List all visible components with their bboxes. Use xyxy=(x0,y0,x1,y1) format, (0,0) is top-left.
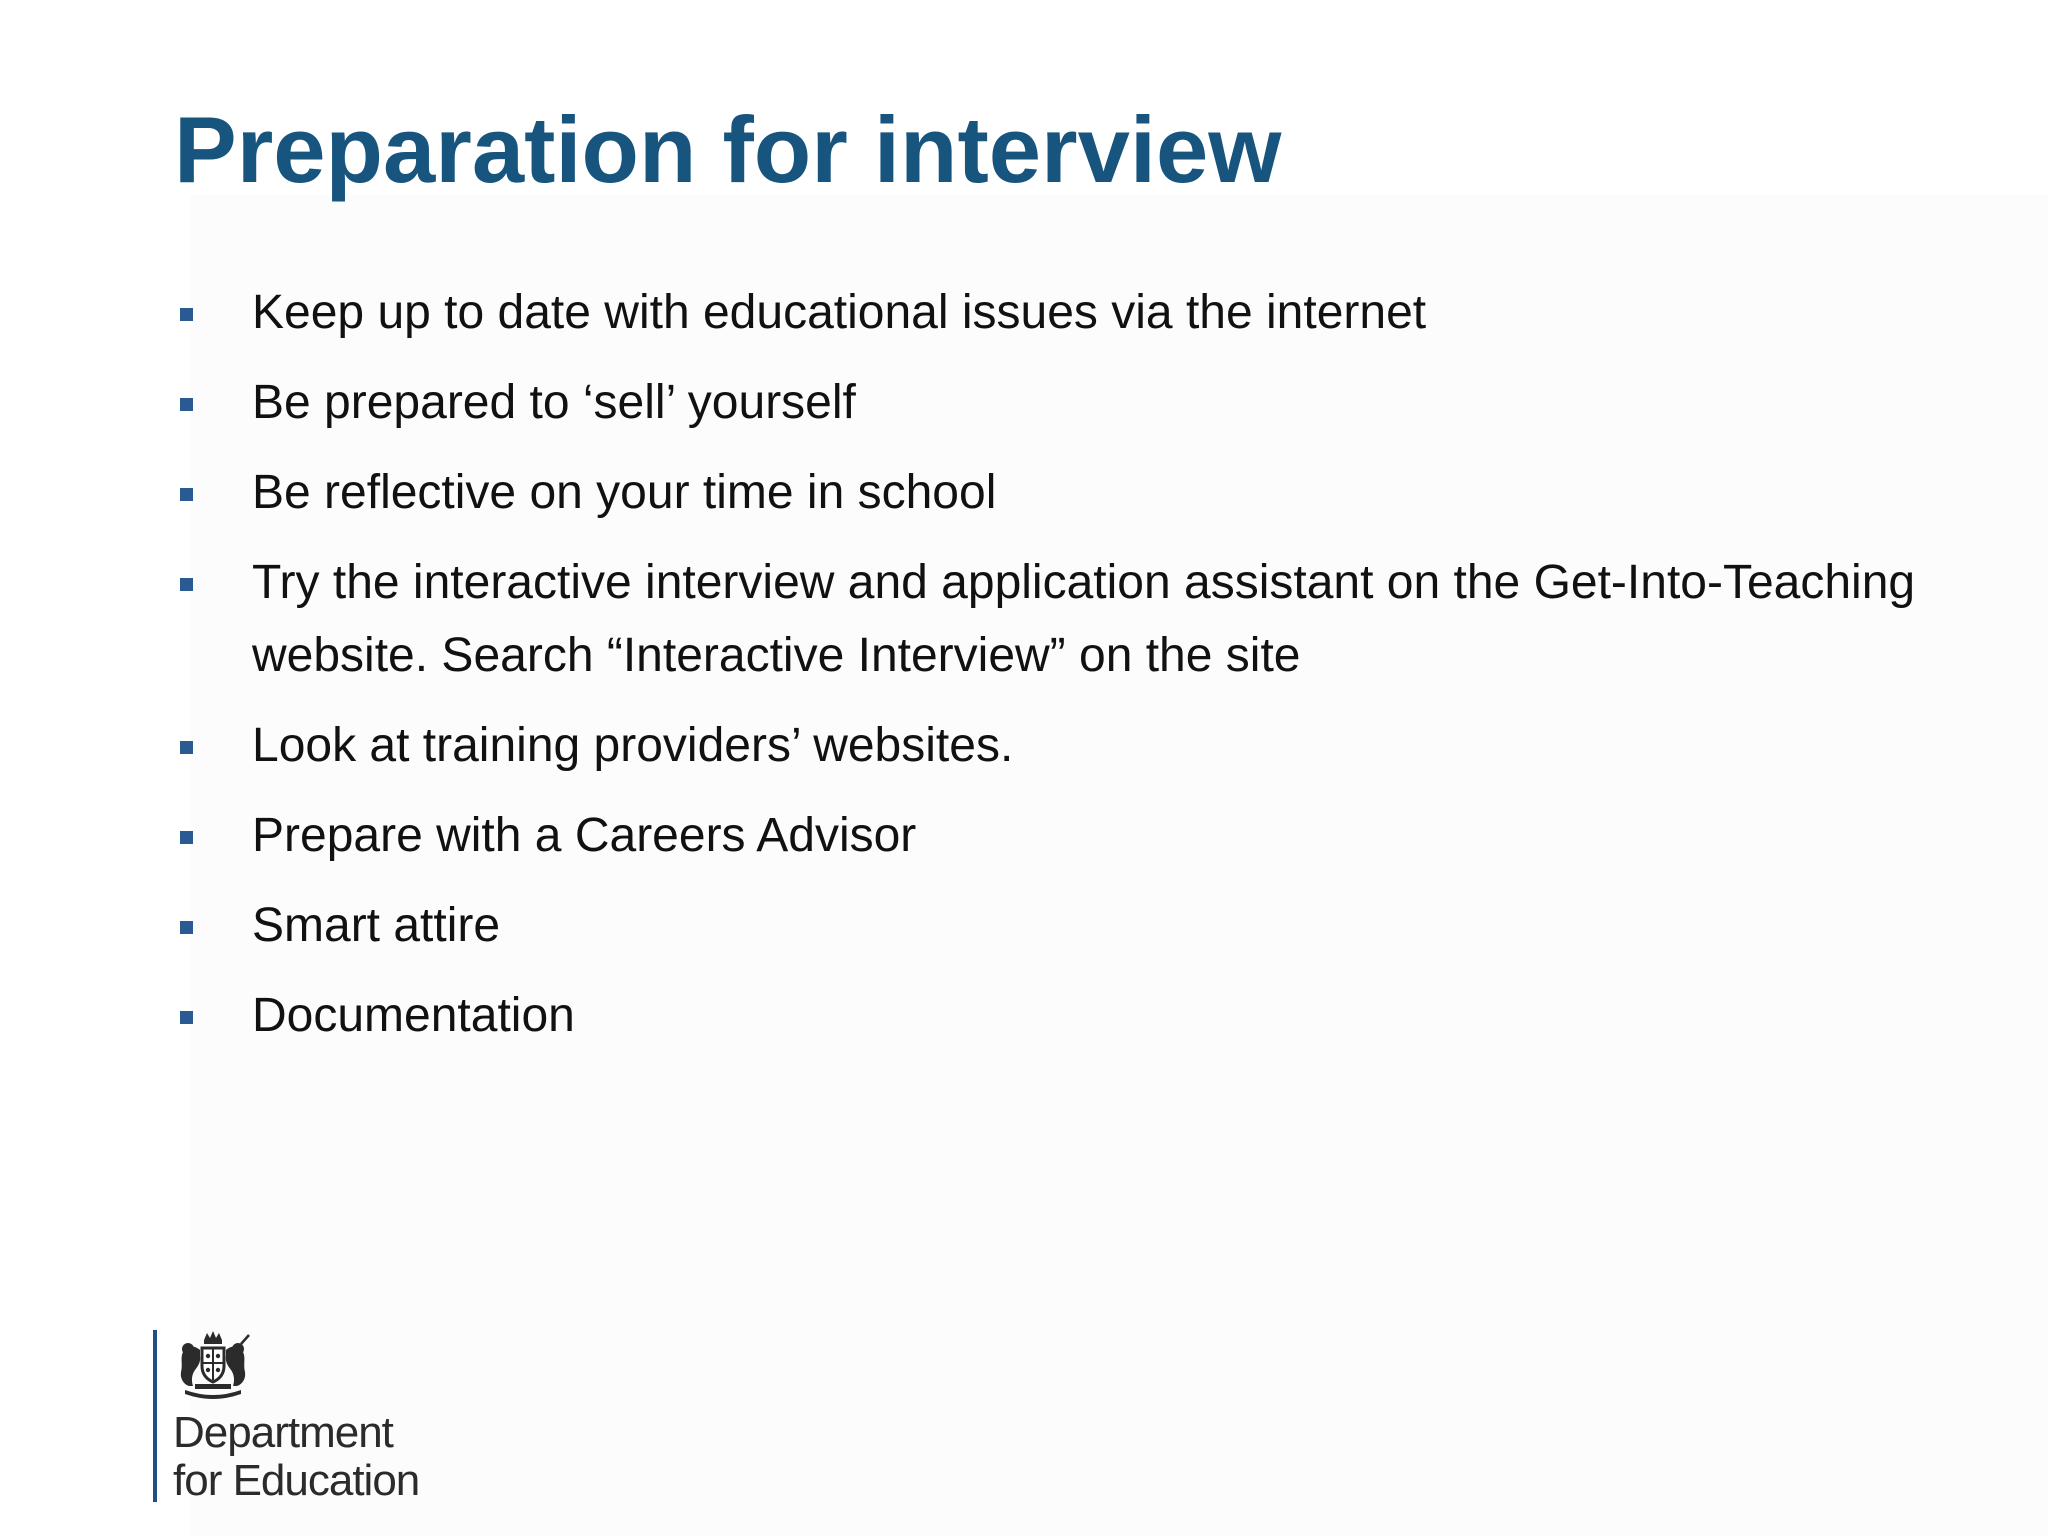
bullet-item xyxy=(176,456,1976,529)
royal-coat-of-arms-icon xyxy=(171,1330,255,1400)
logo-text-line-1: Department xyxy=(173,1408,393,1457)
bullet-text: Be reflective on your time in school xyxy=(252,466,997,519)
bullet-item xyxy=(176,799,1976,872)
bullet-item xyxy=(176,889,1976,962)
square-bullet-icon xyxy=(180,488,193,501)
bullet-list xyxy=(176,276,1976,1069)
bullet-text: Try the interactive interview and application assistant on the Get-Into-Teaching website. Search “Interactive Interview” on the site xyxy=(252,556,1916,682)
bullet-item xyxy=(176,276,1976,349)
bullet-item xyxy=(176,366,1976,439)
department-for-education-logo xyxy=(153,1330,473,1505)
square-bullet-icon xyxy=(180,921,193,934)
square-bullet-icon xyxy=(180,1011,193,1024)
square-bullet-icon xyxy=(180,398,193,411)
bullet-text: Documentation xyxy=(252,989,575,1042)
bullet-text: Look at training providers’ websites. xyxy=(252,719,1014,772)
square-bullet-icon xyxy=(180,741,193,754)
bullet-item xyxy=(176,979,1976,1052)
slide-title: Preparation for interview xyxy=(174,97,1282,202)
square-bullet-icon xyxy=(180,308,193,321)
square-bullet-icon xyxy=(180,578,193,591)
bullet-item xyxy=(176,546,1976,692)
bullet-item xyxy=(176,709,1976,782)
logo-divider xyxy=(153,1330,157,1502)
bullet-text: Keep up to date with educational issues via the internet xyxy=(252,286,1427,339)
logo-text-line-2: for Education xyxy=(173,1456,420,1505)
bullet-text: Be prepared to ‘sell’ yourself xyxy=(252,376,856,429)
bullet-text: Smart attire xyxy=(252,899,501,952)
square-bullet-icon xyxy=(180,831,193,844)
bullet-text: Prepare with a Careers Advisor xyxy=(252,809,917,862)
